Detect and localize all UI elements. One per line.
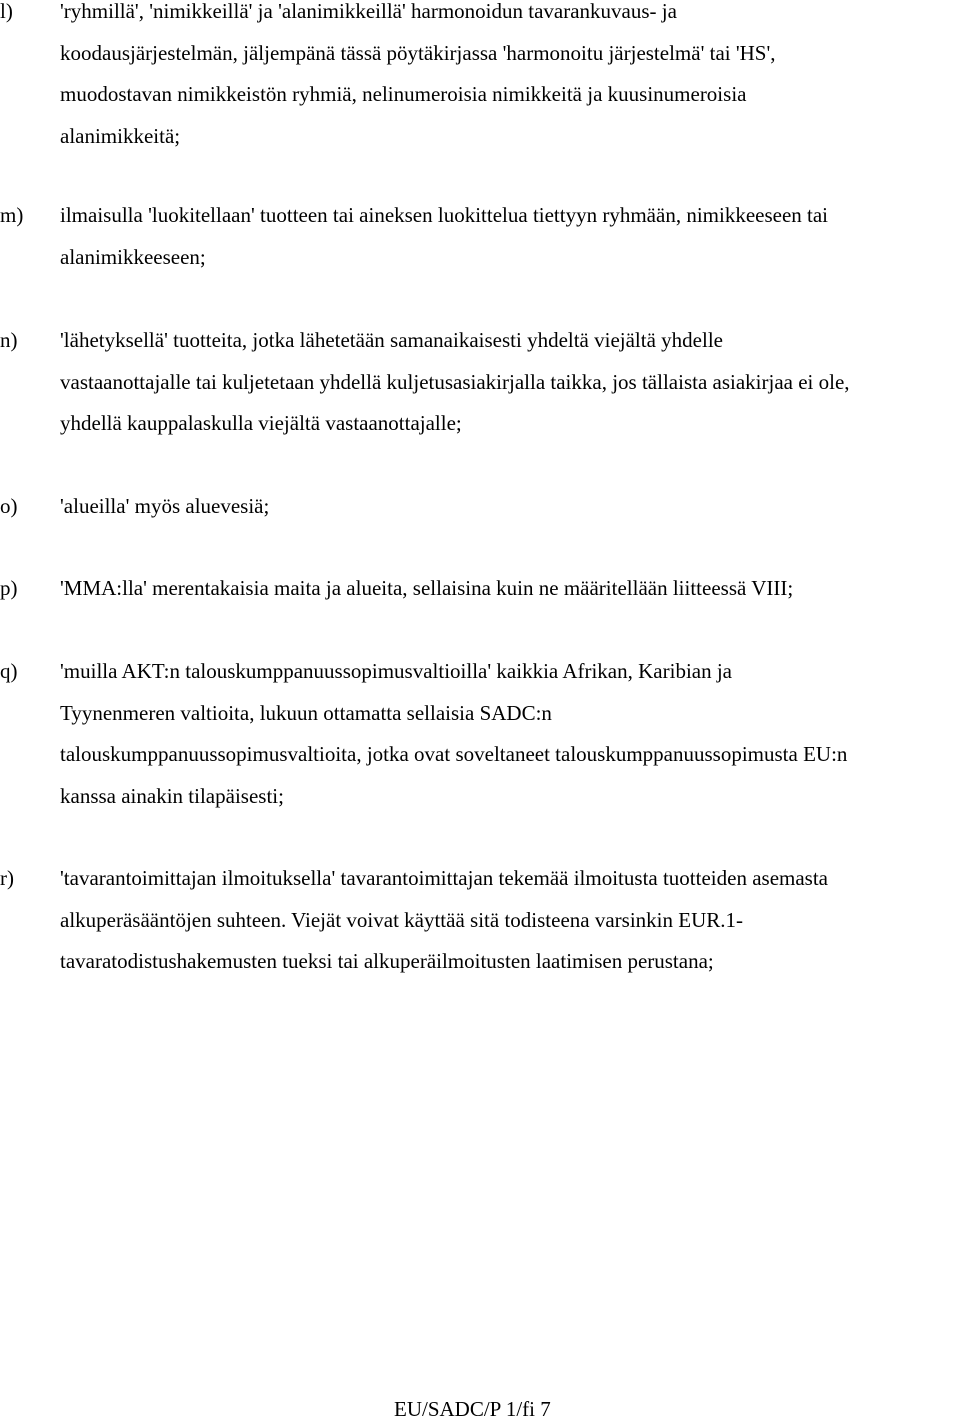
text-line: 'ryhmillä', 'nimikkeillä' ja 'alanimikkeillä' harmonoidun tavarankuvaus- ja — [60, 0, 677, 23]
item-text — [60, 486, 960, 528]
text-line: alkuperäsääntöjen suhteen. Viejät voivat käyttää sitä todisteena varsinkin EUR.1- — [60, 907, 743, 932]
item-label: n) — [0, 328, 18, 352]
text-line: Tyynenmeren valtioita, lukuun ottamatta sellaisia SADC:n — [60, 700, 552, 725]
item-text — [60, 320, 960, 445]
text-line: muodostavan nimikkeistön ryhmiä, nelinumeroisia nimikkeitä ja kuusinumeroisia — [60, 82, 747, 106]
item-label: r) — [0, 866, 14, 890]
item-label: o) — [0, 494, 18, 518]
text-line: koodausjärjestelmän, jäljempänä tässä pöytäkirjassa 'harmonoitu järjestelmä' tai 'HS', — [60, 40, 776, 65]
item-text — [60, 651, 960, 817]
text-line: 'MMA:lla' merentakaisia maita ja alueita, sellaisina kuin ne määritellään liitteessä VIII; — [60, 576, 794, 600]
text-line: 'alueilla' myös aluevesiä; — [60, 494, 270, 518]
text-line: kanssa ainakin tilapäisesti; — [60, 783, 284, 808]
text-line: tavaratodistushakemusten tueksi tai alkuperäilmoitusten laatimisen perustana; — [60, 949, 714, 973]
text-line: 'lähetyksellä' tuotteita, jotka lähetetään samanaikaisesti yhdeltä viejältä yhdelle — [60, 328, 723, 352]
item-text — [60, 568, 960, 610]
text-line: talouskumppanuussopimusvaltioita, jotka ovat soveltaneet talouskumppanuussopimusta EU:n — [60, 742, 848, 766]
item-label: l) — [0, 0, 13, 23]
item-text — [60, 195, 960, 278]
item-text — [60, 0, 960, 157]
text-line: ilmaisulla 'luokitellaan' tuotteen tai aineksen luokittelua tiettyyn ryhmään, nimikkeeseen tai — [60, 203, 829, 227]
text-line: alanimikkeitä; — [60, 123, 181, 148]
document-reference: EU/SADC/P 1/fi 7 — [394, 1397, 551, 1421]
item-label: m) — [0, 203, 24, 227]
item-text — [60, 858, 960, 983]
text-line: vastaanottajalle tai kuljetetaan yhdellä kuljetusasiakirjalla taikka, jos tällaista asiakirjaa ei ole, — [60, 369, 850, 394]
item-label: q) — [0, 659, 18, 683]
text-line: yhdellä kauppalaskulla viejältä vastaanottajalle; — [60, 411, 462, 435]
text-line: alanimikkeeseen; — [60, 244, 206, 269]
item-label: p) — [0, 576, 18, 600]
text-line: 'muilla AKT:n talouskumppanuussopimusvaltioilla' kaikkia Afrikan, Karibian ja — [60, 659, 732, 683]
text-line: 'tavarantoimittajan ilmoituksella' tavarantoimittajan tekemää ilmoitusta tuotteiden asemasta — [60, 866, 828, 890]
